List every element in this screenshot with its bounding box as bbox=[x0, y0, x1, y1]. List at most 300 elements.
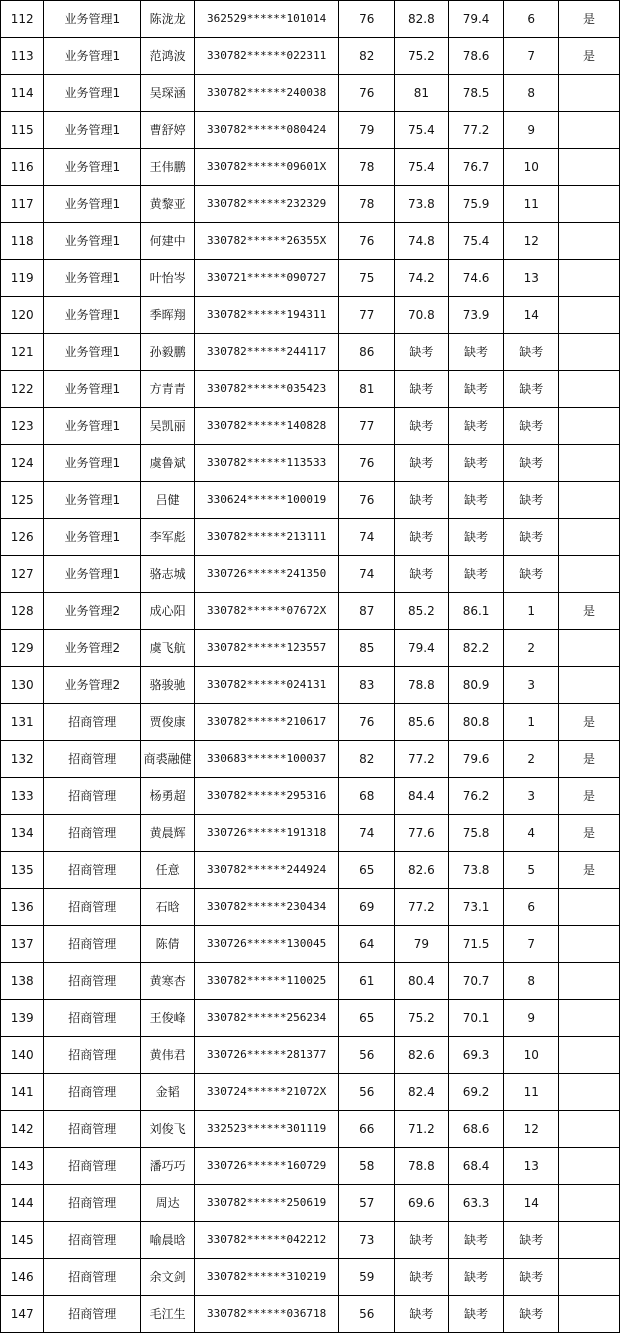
written-score-cell: 64 bbox=[339, 926, 395, 963]
position-cell: 招商管理 bbox=[44, 1111, 141, 1148]
table-row bbox=[1, 926, 620, 963]
interview-score-cell: 71.2 bbox=[395, 1111, 449, 1148]
id-number-cell: 330782******213111 bbox=[194, 519, 338, 556]
table-row bbox=[1, 334, 620, 371]
interview-score-cell: 78.8 bbox=[395, 1148, 449, 1185]
written-score-cell: 82 bbox=[339, 741, 395, 778]
total-score-cell: 79.6 bbox=[448, 741, 504, 778]
candidate-name-cell: 潘巧巧 bbox=[141, 1148, 195, 1185]
total-score-cell: 70.7 bbox=[448, 963, 504, 1000]
table-row bbox=[1, 149, 620, 186]
total-score-cell: 63.3 bbox=[448, 1185, 504, 1222]
row-number-cell: 130 bbox=[1, 667, 44, 704]
position-cell: 招商管理 bbox=[44, 1037, 141, 1074]
candidate-name-cell: 季晖翔 bbox=[141, 297, 195, 334]
rank-cell: 2 bbox=[504, 630, 559, 667]
id-number-cell: 330782******256234 bbox=[194, 1000, 338, 1037]
interview-score-cell: 74.8 bbox=[395, 223, 449, 260]
written-score-cell: 74 bbox=[339, 519, 395, 556]
id-number-cell: 330782******123557 bbox=[194, 630, 338, 667]
rank-cell: 14 bbox=[504, 297, 559, 334]
selected-mark-cell bbox=[559, 408, 620, 445]
row-number-cell: 125 bbox=[1, 482, 44, 519]
id-number-cell: 330721******090727 bbox=[194, 260, 338, 297]
row-number-cell: 133 bbox=[1, 778, 44, 815]
rank-cell: 1 bbox=[504, 704, 559, 741]
written-score-cell: 81 bbox=[339, 371, 395, 408]
table-row bbox=[1, 1037, 620, 1074]
table-row bbox=[1, 815, 620, 852]
selected-mark-cell bbox=[559, 519, 620, 556]
interview-score-cell: 75.2 bbox=[395, 1000, 449, 1037]
written-score-cell: 82 bbox=[339, 38, 395, 75]
candidate-name-cell: 虞飞航 bbox=[141, 630, 195, 667]
table-row bbox=[1, 75, 620, 112]
rank-cell: 缺考 bbox=[504, 1296, 559, 1333]
row-number-cell: 123 bbox=[1, 408, 44, 445]
candidate-name-cell: 虞鲁斌 bbox=[141, 445, 195, 482]
interview-score-cell: 缺考 bbox=[395, 519, 449, 556]
row-number-cell: 139 bbox=[1, 1000, 44, 1037]
position-cell: 招商管理 bbox=[44, 963, 141, 1000]
row-number-cell: 128 bbox=[1, 593, 44, 630]
candidate-name-cell: 周达 bbox=[141, 1185, 195, 1222]
interview-score-cell: 73.8 bbox=[395, 186, 449, 223]
table-row bbox=[1, 408, 620, 445]
row-number-cell: 124 bbox=[1, 445, 44, 482]
selected-mark-cell bbox=[559, 1074, 620, 1111]
table-row bbox=[1, 371, 620, 408]
written-score-cell: 68 bbox=[339, 778, 395, 815]
id-number-cell: 330782******113533 bbox=[194, 445, 338, 482]
row-number-cell: 127 bbox=[1, 556, 44, 593]
rank-cell: 9 bbox=[504, 1000, 559, 1037]
total-score-cell: 73.1 bbox=[448, 889, 504, 926]
row-number-cell: 134 bbox=[1, 815, 44, 852]
candidate-name-cell: 方青青 bbox=[141, 371, 195, 408]
id-number-cell: 330624******100019 bbox=[194, 482, 338, 519]
position-cell: 业务管理1 bbox=[44, 38, 141, 75]
total-score-cell: 缺考 bbox=[448, 334, 504, 371]
selected-mark-cell bbox=[559, 334, 620, 371]
table-row bbox=[1, 1111, 620, 1148]
total-score-cell: 68.4 bbox=[448, 1148, 504, 1185]
position-cell: 招商管理 bbox=[44, 926, 141, 963]
selected-mark-cell bbox=[559, 297, 620, 334]
position-cell: 招商管理 bbox=[44, 1185, 141, 1222]
total-score-cell: 76.2 bbox=[448, 778, 504, 815]
id-number-cell: 330782******232329 bbox=[194, 186, 338, 223]
total-score-cell: 80.8 bbox=[448, 704, 504, 741]
row-number-cell: 119 bbox=[1, 260, 44, 297]
candidate-name-cell: 李军彪 bbox=[141, 519, 195, 556]
interview-score-cell: 82.4 bbox=[395, 1074, 449, 1111]
rank-cell: 缺考 bbox=[504, 1222, 559, 1259]
table-row bbox=[1, 667, 620, 704]
total-score-cell: 70.1 bbox=[448, 1000, 504, 1037]
id-number-cell: 330782******036718 bbox=[194, 1296, 338, 1333]
candidate-name-cell: 骆志城 bbox=[141, 556, 195, 593]
written-score-cell: 74 bbox=[339, 815, 395, 852]
interview-score-cell: 缺考 bbox=[395, 1259, 449, 1296]
table-row bbox=[1, 445, 620, 482]
written-score-cell: 76 bbox=[339, 482, 395, 519]
candidate-name-cell: 石晗 bbox=[141, 889, 195, 926]
position-cell: 业务管理1 bbox=[44, 334, 141, 371]
interview-score-cell: 77.2 bbox=[395, 889, 449, 926]
selected-mark-cell bbox=[559, 1037, 620, 1074]
rank-cell: 2 bbox=[504, 741, 559, 778]
written-score-cell: 65 bbox=[339, 852, 395, 889]
id-number-cell: 330782******295316 bbox=[194, 778, 338, 815]
id-number-cell: 330782******140828 bbox=[194, 408, 338, 445]
total-score-cell: 缺考 bbox=[448, 1259, 504, 1296]
id-number-cell: 330782******210617 bbox=[194, 704, 338, 741]
total-score-cell: 缺考 bbox=[448, 482, 504, 519]
total-score-cell: 缺考 bbox=[448, 519, 504, 556]
row-number-cell: 144 bbox=[1, 1185, 44, 1222]
rank-cell: 1 bbox=[504, 593, 559, 630]
id-number-cell: 330782******310219 bbox=[194, 1259, 338, 1296]
written-score-cell: 83 bbox=[339, 667, 395, 704]
rank-cell: 11 bbox=[504, 1074, 559, 1111]
written-score-cell: 56 bbox=[339, 1037, 395, 1074]
written-score-cell: 56 bbox=[339, 1296, 395, 1333]
position-cell: 业务管理1 bbox=[44, 149, 141, 186]
total-score-cell: 73.8 bbox=[448, 852, 504, 889]
row-number-cell: 145 bbox=[1, 1222, 44, 1259]
interview-score-cell: 81 bbox=[395, 75, 449, 112]
row-number-cell: 118 bbox=[1, 223, 44, 260]
written-score-cell: 85 bbox=[339, 630, 395, 667]
row-number-cell: 122 bbox=[1, 371, 44, 408]
position-cell: 业务管理1 bbox=[44, 260, 141, 297]
position-cell: 业务管理1 bbox=[44, 445, 141, 482]
id-number-cell: 330782******194311 bbox=[194, 297, 338, 334]
interview-score-cell: 75.2 bbox=[395, 38, 449, 75]
row-number-cell: 135 bbox=[1, 852, 44, 889]
table-row bbox=[1, 889, 620, 926]
id-number-cell: 330726******241350 bbox=[194, 556, 338, 593]
selected-mark-cell: 是 bbox=[559, 593, 620, 630]
table-row bbox=[1, 482, 620, 519]
candidate-name-cell: 吴琛涵 bbox=[141, 75, 195, 112]
candidate-name-cell: 叶怡岑 bbox=[141, 260, 195, 297]
candidate-name-cell: 范鸿波 bbox=[141, 38, 195, 75]
interview-score-cell: 缺考 bbox=[395, 408, 449, 445]
interview-score-cell: 79.4 bbox=[395, 630, 449, 667]
position-cell: 业务管理1 bbox=[44, 75, 141, 112]
candidate-name-cell: 骆骏驰 bbox=[141, 667, 195, 704]
rank-cell: 5 bbox=[504, 852, 559, 889]
total-score-cell: 74.6 bbox=[448, 260, 504, 297]
selected-mark-cell bbox=[559, 926, 620, 963]
written-score-cell: 76 bbox=[339, 75, 395, 112]
rank-cell: 缺考 bbox=[504, 556, 559, 593]
position-cell: 业务管理1 bbox=[44, 408, 141, 445]
selected-mark-cell bbox=[559, 149, 620, 186]
table-row bbox=[1, 556, 620, 593]
interview-score-cell: 69.6 bbox=[395, 1185, 449, 1222]
written-score-cell: 76 bbox=[339, 223, 395, 260]
candidate-name-cell: 贾俊康 bbox=[141, 704, 195, 741]
row-number-cell: 131 bbox=[1, 704, 44, 741]
row-number-cell: 142 bbox=[1, 1111, 44, 1148]
candidate-name-cell: 黄黎亚 bbox=[141, 186, 195, 223]
total-score-cell: 缺考 bbox=[448, 556, 504, 593]
total-score-cell: 缺考 bbox=[448, 408, 504, 445]
interview-score-cell: 77.6 bbox=[395, 815, 449, 852]
candidate-name-cell: 成心阳 bbox=[141, 593, 195, 630]
written-score-cell: 78 bbox=[339, 149, 395, 186]
candidate-name-cell: 何建中 bbox=[141, 223, 195, 260]
rank-cell: 7 bbox=[504, 926, 559, 963]
rank-cell: 10 bbox=[504, 1037, 559, 1074]
candidate-name-cell: 金韬 bbox=[141, 1074, 195, 1111]
id-number-cell: 330782******035423 bbox=[194, 371, 338, 408]
position-cell: 招商管理 bbox=[44, 1000, 141, 1037]
candidate-name-cell: 王伟鹏 bbox=[141, 149, 195, 186]
position-cell: 业务管理2 bbox=[44, 593, 141, 630]
position-cell: 招商管理 bbox=[44, 1296, 141, 1333]
total-score-cell: 76.7 bbox=[448, 149, 504, 186]
position-cell: 业务管理2 bbox=[44, 667, 141, 704]
row-number-cell: 116 bbox=[1, 149, 44, 186]
id-number-cell: 330782******110025 bbox=[194, 963, 338, 1000]
rank-cell: 缺考 bbox=[504, 1259, 559, 1296]
rank-cell: 缺考 bbox=[504, 371, 559, 408]
table-row bbox=[1, 38, 620, 75]
id-number-cell: 330782******240038 bbox=[194, 75, 338, 112]
interview-score-cell: 82.8 bbox=[395, 1, 449, 38]
written-score-cell: 76 bbox=[339, 1, 395, 38]
id-number-cell: 330782******080424 bbox=[194, 112, 338, 149]
selected-mark-cell bbox=[559, 1222, 620, 1259]
written-score-cell: 66 bbox=[339, 1111, 395, 1148]
candidate-name-cell: 余文剑 bbox=[141, 1259, 195, 1296]
selected-mark-cell bbox=[559, 1296, 620, 1333]
row-number-cell: 114 bbox=[1, 75, 44, 112]
written-score-cell: 56 bbox=[339, 1074, 395, 1111]
id-number-cell: 330782******024131 bbox=[194, 667, 338, 704]
total-score-cell: 75.9 bbox=[448, 186, 504, 223]
total-score-cell: 69.3 bbox=[448, 1037, 504, 1074]
total-score-cell: 78.5 bbox=[448, 75, 504, 112]
table-row bbox=[1, 186, 620, 223]
rank-cell: 11 bbox=[504, 186, 559, 223]
selected-mark-cell bbox=[559, 371, 620, 408]
interview-score-cell: 缺考 bbox=[395, 1296, 449, 1333]
rank-cell: 14 bbox=[504, 1185, 559, 1222]
table-row bbox=[1, 1148, 620, 1185]
rank-cell: 8 bbox=[504, 963, 559, 1000]
interview-score-cell: 缺考 bbox=[395, 445, 449, 482]
selected-mark-cell bbox=[559, 667, 620, 704]
total-score-cell: 75.8 bbox=[448, 815, 504, 852]
position-cell: 招商管理 bbox=[44, 741, 141, 778]
total-score-cell: 缺考 bbox=[448, 371, 504, 408]
written-score-cell: 86 bbox=[339, 334, 395, 371]
selected-mark-cell bbox=[559, 1185, 620, 1222]
total-score-cell: 82.2 bbox=[448, 630, 504, 667]
interview-score-cell: 85.6 bbox=[395, 704, 449, 741]
total-score-cell: 78.6 bbox=[448, 38, 504, 75]
position-cell: 业务管理1 bbox=[44, 112, 141, 149]
table-row bbox=[1, 852, 620, 889]
candidate-name-cell: 孙毅鹏 bbox=[141, 334, 195, 371]
table-row bbox=[1, 741, 620, 778]
total-score-cell: 79.4 bbox=[448, 1, 504, 38]
position-cell: 业务管理2 bbox=[44, 630, 141, 667]
table-row bbox=[1, 1222, 620, 1259]
written-score-cell: 57 bbox=[339, 1185, 395, 1222]
total-score-cell: 71.5 bbox=[448, 926, 504, 963]
written-score-cell: 73 bbox=[339, 1222, 395, 1259]
total-score-cell: 缺考 bbox=[448, 1222, 504, 1259]
position-cell: 招商管理 bbox=[44, 1148, 141, 1185]
position-cell: 招商管理 bbox=[44, 1259, 141, 1296]
id-number-cell: 362529******101014 bbox=[194, 1, 338, 38]
row-number-cell: 147 bbox=[1, 1296, 44, 1333]
interview-score-cell: 82.6 bbox=[395, 852, 449, 889]
selected-mark-cell: 是 bbox=[559, 815, 620, 852]
rank-cell: 12 bbox=[504, 1111, 559, 1148]
interview-score-cell: 缺考 bbox=[395, 371, 449, 408]
position-cell: 业务管理1 bbox=[44, 223, 141, 260]
candidate-name-cell: 陈倩 bbox=[141, 926, 195, 963]
selected-mark-cell bbox=[559, 112, 620, 149]
row-number-cell: 120 bbox=[1, 297, 44, 334]
row-number-cell: 140 bbox=[1, 1037, 44, 1074]
position-cell: 招商管理 bbox=[44, 815, 141, 852]
rank-cell: 3 bbox=[504, 667, 559, 704]
id-number-cell: 330726******281377 bbox=[194, 1037, 338, 1074]
candidate-name-cell: 吴凯丽 bbox=[141, 408, 195, 445]
id-number-cell: 330782******244924 bbox=[194, 852, 338, 889]
row-number-cell: 146 bbox=[1, 1259, 44, 1296]
rank-cell: 12 bbox=[504, 223, 559, 260]
rank-cell: 6 bbox=[504, 1, 559, 38]
selected-mark-cell: 是 bbox=[559, 1, 620, 38]
interview-score-cell: 84.4 bbox=[395, 778, 449, 815]
id-number-cell: 330782******250619 bbox=[194, 1185, 338, 1222]
candidate-name-cell: 毛江生 bbox=[141, 1296, 195, 1333]
table-row bbox=[1, 1259, 620, 1296]
interview-score-cell: 80.4 bbox=[395, 963, 449, 1000]
written-score-cell: 58 bbox=[339, 1148, 395, 1185]
rank-cell: 缺考 bbox=[504, 334, 559, 371]
rank-cell: 4 bbox=[504, 815, 559, 852]
selected-mark-cell bbox=[559, 1148, 620, 1185]
interview-score-cell: 缺考 bbox=[395, 482, 449, 519]
position-cell: 招商管理 bbox=[44, 704, 141, 741]
row-number-cell: 115 bbox=[1, 112, 44, 149]
written-score-cell: 74 bbox=[339, 556, 395, 593]
rank-cell: 缺考 bbox=[504, 482, 559, 519]
table-row bbox=[1, 1296, 620, 1333]
written-score-cell: 78 bbox=[339, 186, 395, 223]
table-row bbox=[1, 1074, 620, 1111]
candidate-name-cell: 黄晨辉 bbox=[141, 815, 195, 852]
position-cell: 招商管理 bbox=[44, 1074, 141, 1111]
row-number-cell: 113 bbox=[1, 38, 44, 75]
position-cell: 招商管理 bbox=[44, 852, 141, 889]
row-number-cell: 141 bbox=[1, 1074, 44, 1111]
candidate-name-cell: 黄伟君 bbox=[141, 1037, 195, 1074]
selected-mark-cell: 是 bbox=[559, 741, 620, 778]
interview-score-cell: 75.4 bbox=[395, 149, 449, 186]
table-row bbox=[1, 112, 620, 149]
position-cell: 业务管理1 bbox=[44, 297, 141, 334]
rank-cell: 10 bbox=[504, 149, 559, 186]
table-row bbox=[1, 519, 620, 556]
total-score-cell: 77.2 bbox=[448, 112, 504, 149]
candidate-name-cell: 任意 bbox=[141, 852, 195, 889]
selected-mark-cell: 是 bbox=[559, 778, 620, 815]
interview-score-cell: 79 bbox=[395, 926, 449, 963]
id-number-cell: 330724******21072X bbox=[194, 1074, 338, 1111]
row-number-cell: 143 bbox=[1, 1148, 44, 1185]
selected-mark-cell: 是 bbox=[559, 852, 620, 889]
total-score-cell: 80.9 bbox=[448, 667, 504, 704]
id-number-cell: 332523******301119 bbox=[194, 1111, 338, 1148]
selected-mark-cell bbox=[559, 1000, 620, 1037]
id-number-cell: 330782******07672X bbox=[194, 593, 338, 630]
selected-mark-cell bbox=[559, 223, 620, 260]
rank-cell: 9 bbox=[504, 112, 559, 149]
selected-mark-cell bbox=[559, 963, 620, 1000]
position-cell: 招商管理 bbox=[44, 1222, 141, 1259]
interview-score-cell: 缺考 bbox=[395, 1222, 449, 1259]
rank-cell: 缺考 bbox=[504, 445, 559, 482]
selected-mark-cell bbox=[559, 75, 620, 112]
selected-mark-cell bbox=[559, 1111, 620, 1148]
row-number-cell: 121 bbox=[1, 334, 44, 371]
id-number-cell: 330782******09601X bbox=[194, 149, 338, 186]
candidate-name-cell: 曹舒婷 bbox=[141, 112, 195, 149]
total-score-cell: 75.4 bbox=[448, 223, 504, 260]
id-number-cell: 330683******100037 bbox=[194, 741, 338, 778]
id-number-cell: 330726******160729 bbox=[194, 1148, 338, 1185]
table-row bbox=[1, 297, 620, 334]
rank-cell: 7 bbox=[504, 38, 559, 75]
selected-mark-cell: 是 bbox=[559, 38, 620, 75]
position-cell: 招商管理 bbox=[44, 778, 141, 815]
table-row bbox=[1, 778, 620, 815]
interview-score-cell: 70.8 bbox=[395, 297, 449, 334]
interview-score-cell: 77.2 bbox=[395, 741, 449, 778]
total-score-cell: 73.9 bbox=[448, 297, 504, 334]
candidate-name-cell: 商裘融健 bbox=[141, 741, 195, 778]
total-score-cell: 缺考 bbox=[448, 445, 504, 482]
table-row bbox=[1, 704, 620, 741]
interview-score-cell: 75.4 bbox=[395, 112, 449, 149]
interview-score-cell: 82.6 bbox=[395, 1037, 449, 1074]
written-score-cell: 77 bbox=[339, 297, 395, 334]
position-cell: 业务管理1 bbox=[44, 556, 141, 593]
candidate-name-cell: 杨勇超 bbox=[141, 778, 195, 815]
selected-mark-cell bbox=[559, 186, 620, 223]
written-score-cell: 87 bbox=[339, 593, 395, 630]
row-number-cell: 138 bbox=[1, 963, 44, 1000]
table-row bbox=[1, 1000, 620, 1037]
position-cell: 业务管理1 bbox=[44, 482, 141, 519]
candidate-name-cell: 陈泷龙 bbox=[141, 1, 195, 38]
interview-score-cell: 缺考 bbox=[395, 556, 449, 593]
position-cell: 业务管理1 bbox=[44, 519, 141, 556]
selected-mark-cell bbox=[559, 630, 620, 667]
rank-cell: 13 bbox=[504, 260, 559, 297]
